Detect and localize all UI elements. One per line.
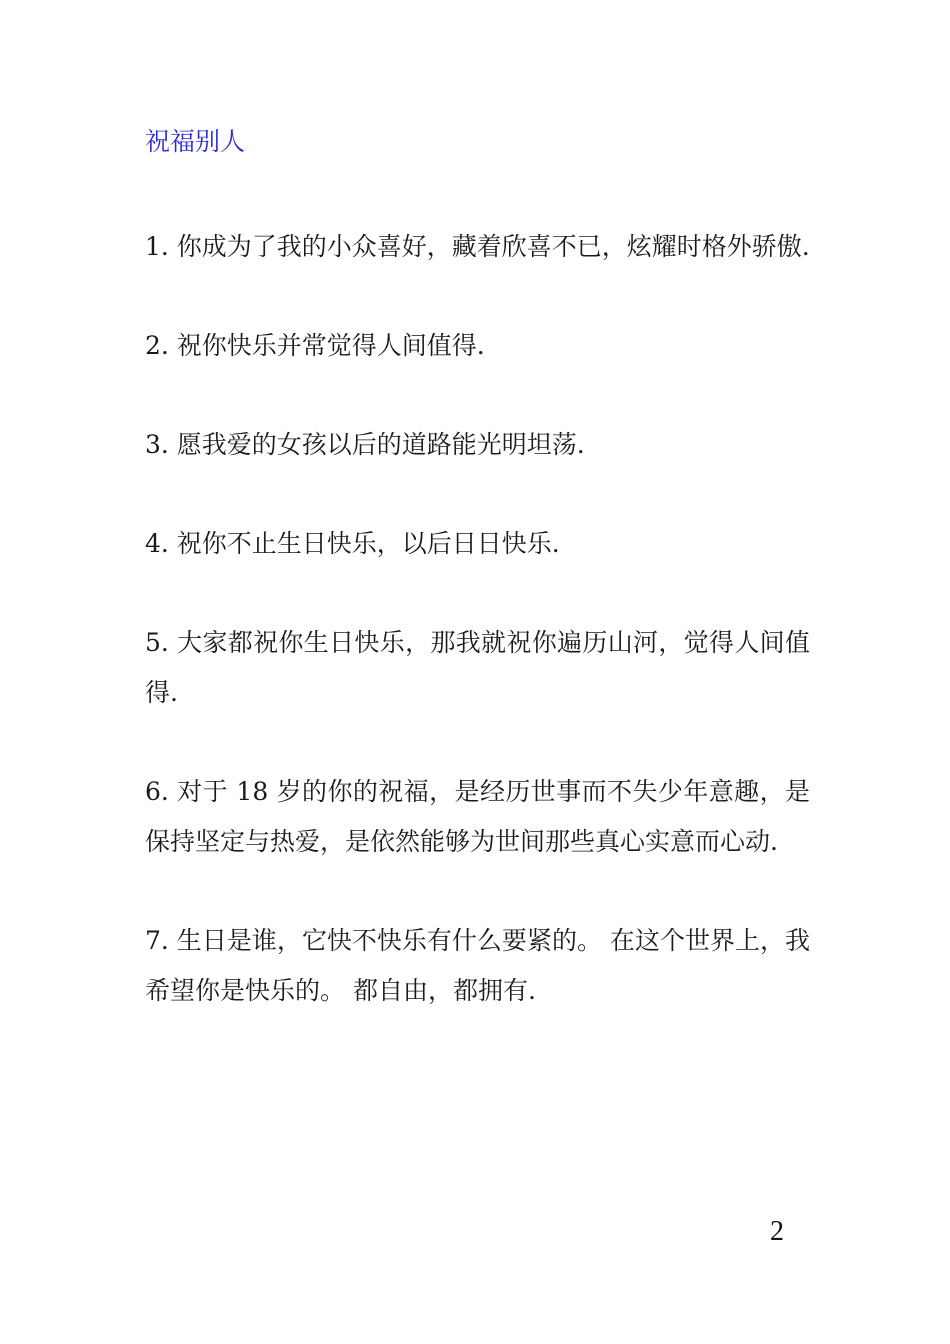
list-item: 2. 祝你快乐并常觉得人间值得. [145, 331, 485, 360]
section-heading: 祝福别人 [145, 127, 246, 156]
list-item: 1. 你成为了我的小众喜好，藏着欣喜不已，炫耀时格外骄傲. [145, 232, 810, 261]
list-item: 7. 生日是谁，它快不快乐有什么要紧的。 在这个世界上，我希望你是快乐的。 都自由，都拥有. [145, 926, 810, 1005]
list-item: 6. 对于 18 岁的你的祝福，是经历世事而不失少年意趣，是保持坚定与热爱，是依然能够为世间那些真心实意而心动. [145, 777, 810, 856]
page-number: 2 [770, 1216, 784, 1247]
list-item: 4. 祝你不止生日快乐，以后日日快乐. [145, 529, 560, 558]
list-item: 3. 愿我爱的女孩以后的道路能光明坦荡. [145, 430, 585, 459]
list-item: 5. 大家都祝你生日快乐，那我就祝你遍历山河，觉得人间值得. [145, 628, 810, 707]
wish-list [145, 222, 810, 1065]
